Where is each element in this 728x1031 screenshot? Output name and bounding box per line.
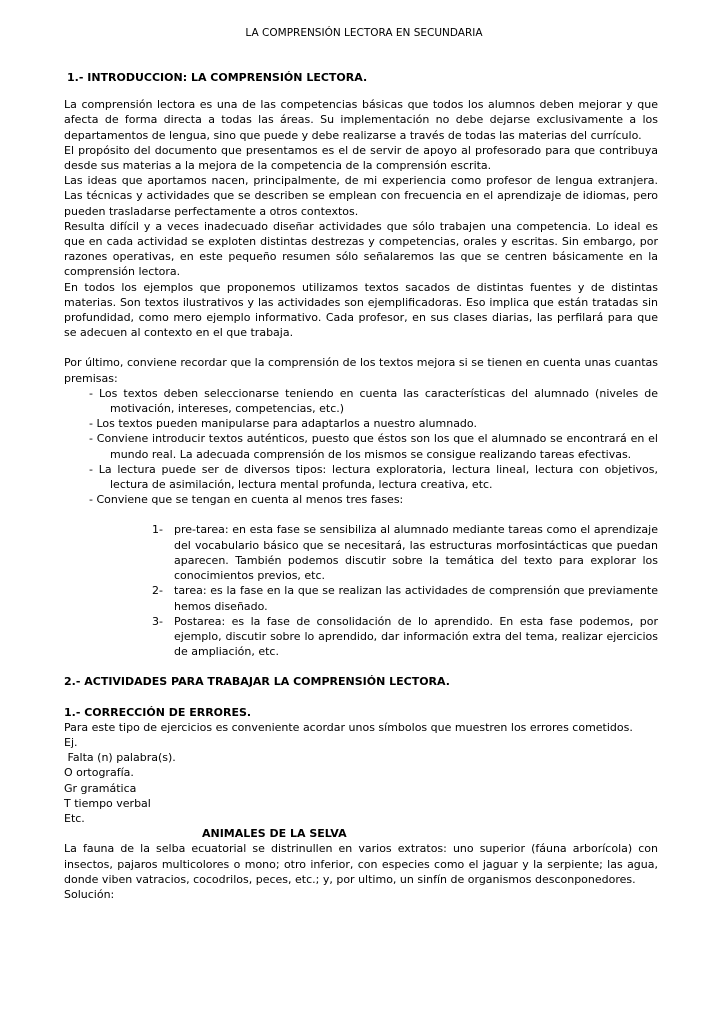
premises-intro: Por último, conviene recordar que la comprensión de los textos mejora si se tienen en cuenta unas cuantas premisas: [64,356,658,385]
phase-item [64,522,658,583]
symbol-line: Ej. [64,735,78,749]
symbol-line: Falta (n) palabra(s). [64,751,176,765]
premise-item: - Conviene introducir textos auténticos, puesto que éstos son los que el alumnado se encontrará en el mundo real. La adecuada comprensión de los mismos se consigue realizando tareas efectivas. [89,432,658,461]
phase-number: 1- [152,523,163,537]
paragraph: La comprensión lectora es una de las competencias básicas que todos los alumnos deben mejorar y que afecta de forma directa a todas las áreas. Su implementación no debe dejarse exclusivamente a los departamentos de lengua, sino que puede y debe realizarse a través de todas las materias del currículo. [64,98,658,142]
premise-item: - La lectura puede ser de diversos tipos: lectura exploratoria, lectura lineal, lectura con objetivos, lectura de asimilación, lectura mental profunda, lectura creativa, etc. [89,462,658,492]
premise-item: - Los textos deben seleccionarse teniendo en cuenta las características del alumnado (niveles de motivación, intereses, competencias, etc.) [89,386,658,416]
phase-item [64,614,658,660]
paragraph: El propósito del documento que presentamos es el de servir de apoyo al profesorado para que contribuya desde sus materias a la mejora de la competencia de la comprensión escrita. [64,143,658,173]
subsection-intro: Para este tipo de ejercicios es conveniente acordar unos símbolos que muestren los errores cometidos. [64,720,633,734]
paragraph: En todos los ejemplos que proponemos utilizamos textos sacados de distintas fuentes y de distintas materias. Son textos ilustrativos y las actividades son ejemplificadoras. Eso implica que están tratadas sin profundidad, como mero ejemplo informativo. Cada profesor, en sus clases diarias, las perfilará para que se adecuen al contexto en el que trabaja. [64,280,658,340]
exercise-title: ANIMALES DE LA SELVA [202,827,347,841]
symbol-line: Etc. [64,811,85,825]
section1-heading: 1.- INTRODUCCION: LA COMPRENSIÓN LECTORA. [67,71,368,84]
phase-text: pre-tarea: en esta fase se sensibiliza al alumnado mediante tareas como el aprendizaje del vocabulario básico que se necesitará, las estructuras morfosintácticas que puedan aparecen. También podemos discutir sobre la temática del texto para explorar los conocimientos previos, etc. [174,523,658,583]
phase-item [64,583,658,613]
premise-item: - Los textos pueden manipularse para adaptarlos a nuestro alumnado. [89,417,477,431]
page-header: LA COMPRENSIÓN LECTORA EN SECUNDARIA [245,27,483,39]
phase-text: tarea: es la fase en la que se realizan las actividades de comprensión que previamente hemos diseñado. [174,584,658,613]
premise-item: - Conviene que se tengan en cuenta al menos tres fases: [89,493,404,507]
subsection-heading: 1.- CORRECCIÓN DE ERRORES. [64,705,252,719]
section2-heading: 2.- ACTIVIDADES PARA TRABAJAR LA COMPRENSIÓN LECTORA. [64,675,450,689]
exercise-text: La fauna de la selba ecuatorial se distrinullen en varios extratos: uno superior (fáuna arborícola) con insectos, pajaros multicolores o mono; otro inferior, con especies como el jaguar y la serpiente; las agua, donde viben vatracios, cocodrilos, peces, etc.; y, por ultimo, un sinfín de organismos desconponedores. [64,842,658,886]
paragraph: Resulta difícil y a veces inadecuado diseñar actividades que sólo trabajen una competencia. Lo ideal es que en cada actividad se exploten distintas destrezas y competencias, orales y escritas. Sin embargo, por razones operativas, en este pequeño resumen sólo señalaremos las que se centren básicamente en la comprensión lectora. [64,219,658,279]
symbol-line: O ortografía. [64,766,134,780]
symbol-line: Gr gramática [64,781,137,795]
phases-list [64,522,658,659]
phase-number: 2- [152,584,163,598]
phase-text: Postarea: es la fase de consolidación de lo aprendido. En esta fase podemos, por ejemplo, discutir sobre lo aprendido, dar información extra del tema, realizar ejercicios de ampliación, etc. [174,614,658,659]
paragraph: Las ideas que aportamos nacen, principalmente, de mi experiencia como profesor de lengua extranjera. Las técnicas y actividades que se describen se emplean con frecuencia en el aprendizaje de idiomas, pero pueden trasladarse perfectamente a otros contextos. [64,174,658,218]
document-body [64,70,658,902]
solution-label: Solución: [64,887,115,901]
phase-number: 3- [152,614,163,628]
symbol-line: T tiempo verbal [64,796,151,810]
